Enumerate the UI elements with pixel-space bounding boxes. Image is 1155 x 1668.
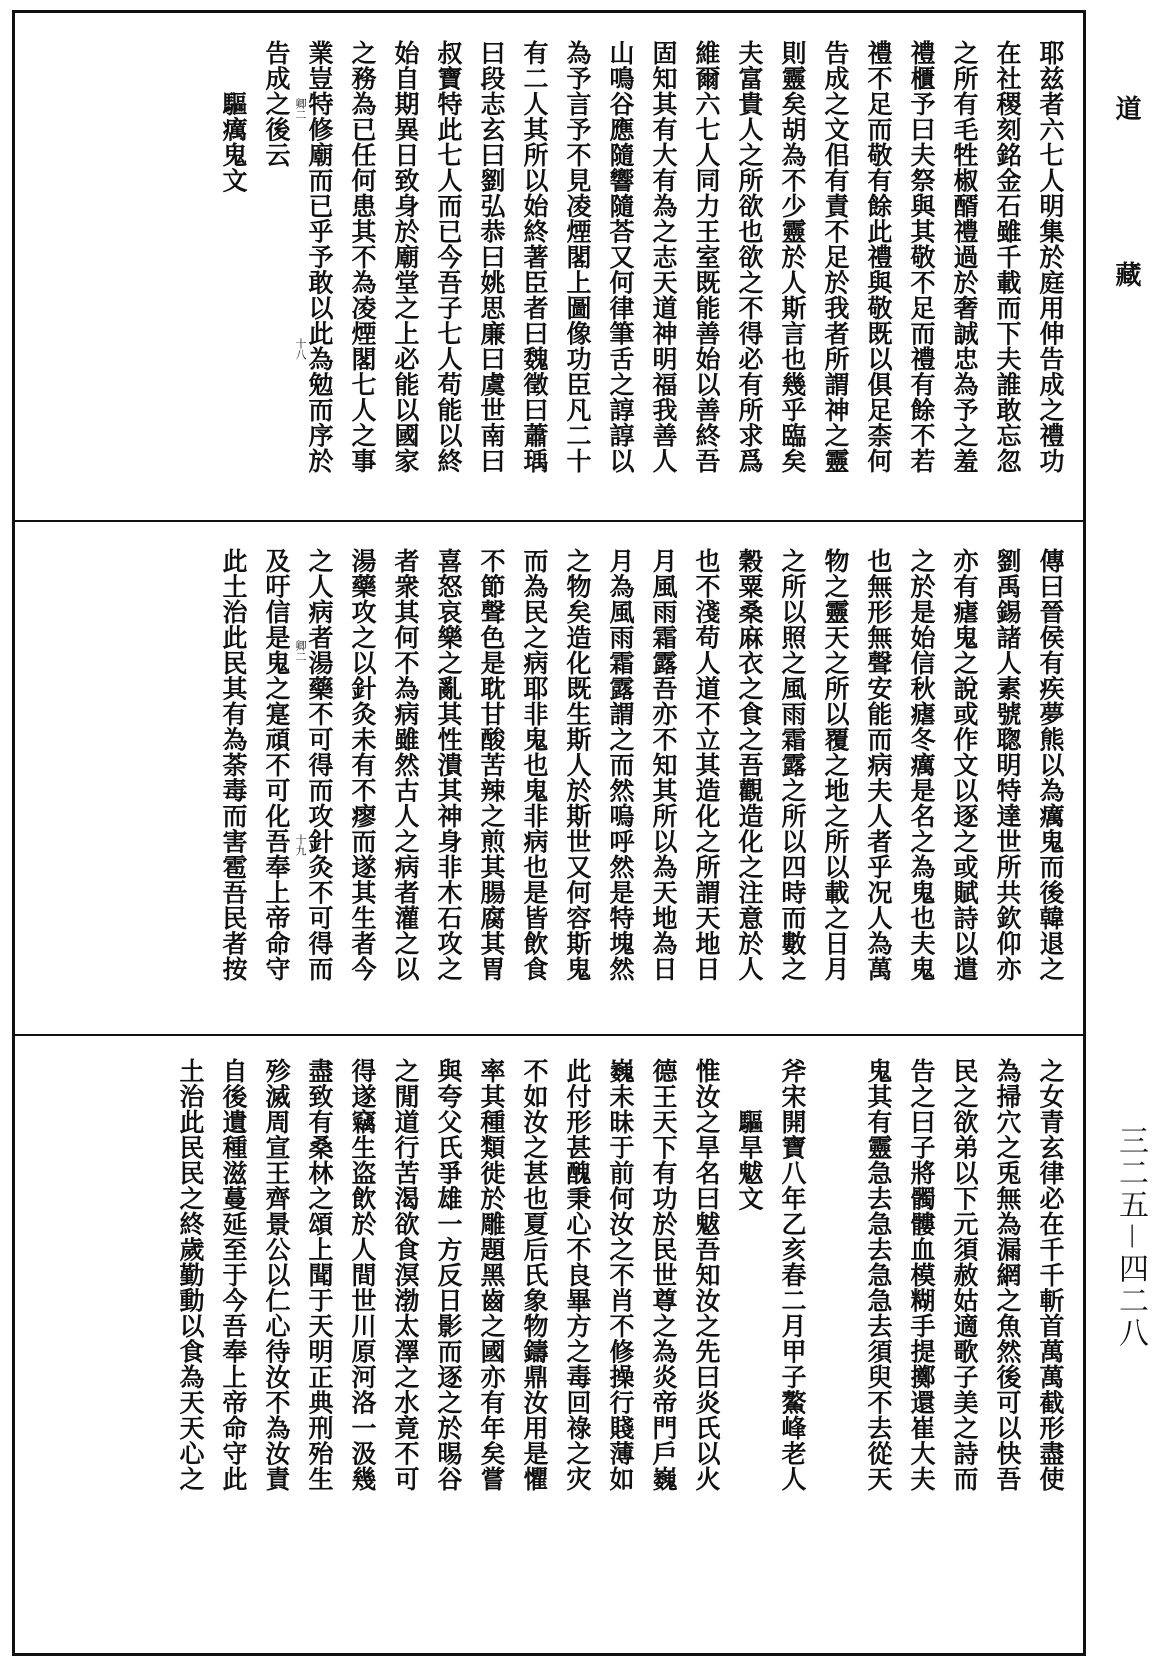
text-column: 始自期異日致身於廟堂之上必能以國家	[391, 40, 420, 474]
middle-register	[30, 548, 1070, 1024]
text-column: 者衆其何不為病雖然古人之病者灌之以	[391, 548, 420, 982]
register-divider-1	[12, 520, 1086, 522]
text-column: 告成之文佀有責不足於我者所謂神之靈	[821, 40, 850, 474]
leaf-mark: 卿二	[294, 98, 307, 120]
text-column: 亦有瘧鬼之說或作文以逐之或賦詩以遣	[950, 548, 979, 982]
register-divider-2	[12, 1034, 1086, 1036]
text-column: 此付形甚醜秉心不良畢方之毒回祿之灾	[563, 1058, 592, 1492]
text-column: 傳曰晉侯有疾夢熊以為癘鬼而後韓退之	[1036, 548, 1065, 982]
text-column: 不如汝之甚也夏后氏象物鑄鼎汝用是懼	[520, 1058, 549, 1492]
text-column: 山鳴谷應隨響隨荅又何律筆舌之諄諄以	[606, 40, 635, 474]
text-column: 禮不足而敬有餘此禮與敬既以俱足柰何	[864, 40, 893, 474]
text-column: 為予言予不見凌煙閣上圖像功臣凡二十	[563, 40, 592, 474]
text-column: 之物矣造化既生斯人於斯世又何容斯鬼	[563, 548, 592, 982]
text-column: 夫富貴人之所欲也欲之不得必有所求爲	[735, 40, 764, 474]
text-column: 巍未昧于前何汝之不肖不修操行賤薄如	[606, 1058, 635, 1492]
text-column: 月為風雨霜露謂之而然嗚呼然是特塊然	[606, 548, 635, 982]
text-column: 之閒道行苦渴欲食溟渤太澤之水竟不可	[391, 1058, 420, 1492]
text-column: 叔寶特此七人而已今吾子七人苟能以終	[434, 40, 463, 474]
text-column: 而為民之病耶非鬼也鬼非病也是皆飲食	[520, 548, 549, 982]
text-column: 盡致有桑林之頌上聞于天明正典刑殆生	[305, 1058, 334, 1492]
collection-title: 道藏	[1111, 95, 1141, 427]
leaf-mark: 十九	[294, 834, 307, 856]
text-column: 之所以照之風雨霜露之所以四時而數之	[778, 548, 807, 982]
text-column: 德王天下有功於民世尊之為炎帝門戶巍	[649, 1058, 678, 1492]
text-column: 劉禹錫諸人素號聦明特達世所共欽仰亦	[993, 548, 1022, 982]
text-column: 之女青玄律必在千千斬首萬萬截形盡使	[1036, 1058, 1065, 1492]
text-column: 業豈特修廟而已乎予敢以此為勉而序於	[305, 40, 334, 474]
text-column: 耶兹者六七人明集於庭用伸告成之禮功	[1036, 40, 1065, 474]
text-column: 得遂竊生盗飲於人間世川原河洛一汲幾	[348, 1058, 377, 1492]
text-column	[815, 1058, 855, 1640]
text-column: 曰段志玄曰劉弘恭曰姚思廉曰虞世南曰	[477, 40, 506, 474]
text-column: 殄滅周宣王齊景公以仁心待汝不為汝責	[262, 1058, 291, 1492]
leaf-mark: 十八	[294, 338, 307, 360]
page-number: 三二五－四二八	[1113, 1125, 1148, 1349]
text-column: 民之欲弟以下元須赦姑適歌子美之詩而	[950, 1058, 979, 1492]
text-column: 月風雨霜露吾亦不知其所以為天地為日	[649, 548, 678, 982]
text-column: 湯藥攻之以針灸未有不瘳而遂其生者今	[348, 548, 377, 982]
text-column: 喜怒哀樂之亂其性潰其神身非木石攻之	[434, 548, 463, 982]
text-column: 率其種類徙於雕題黑齒之國亦有年矣嘗	[477, 1058, 506, 1492]
upper-register	[30, 40, 1070, 510]
text-column: 之人病者湯藥不可得而攻針灸不可得而	[305, 548, 334, 982]
text-column: 告之曰子將髑髏血模糊手提擲還崔大夫	[907, 1058, 936, 1492]
text-column: 禮櫃予曰夫祭與其敬不足而禮有餘不若	[907, 40, 936, 474]
text-column: 有二人其所以始終著臣者曰魏徵曰蕭瑀	[520, 40, 549, 474]
text-column: 物之靈天之所以覆之地之所以載之日月	[821, 548, 850, 982]
text-column: 維爾六七人同力王室既能善始以善終吾	[692, 40, 721, 474]
text-column: 與夸父氏爭雄一方反日影而逐之於晹谷	[434, 1058, 463, 1492]
text-column: 之務為已任何患其不為凌煙閣七人之事	[348, 40, 377, 474]
text-column: 不節聲色是耽甘酸苦辣之煎其腸腐其胃	[477, 548, 506, 982]
text-column: 驅癘鬼文	[219, 40, 248, 193]
text-column: 驅旱魃文	[735, 1058, 764, 1211]
text-column: 之於是始信秋瘧冬癘是名之為鬼也夫鬼	[907, 548, 936, 982]
text-column: 斧宋開寶八年乙亥春二月甲子鰲峰老人	[778, 1058, 807, 1492]
text-column: 也無形無聲安能而病夫人者乎况人為萬	[864, 548, 893, 982]
text-column: 在社稷刻銘金石雖千載而下夫誰敢忘忽	[993, 40, 1022, 474]
lower-register	[30, 1058, 1070, 1640]
text-column: 惟汝之旱名曰魃吾知汝之先曰炎氏以火	[692, 1058, 721, 1492]
text-column: 及吁信是鬼之寔頑不可化吾奉上帝命守	[262, 548, 291, 982]
text-column: 自後遺種滋蔓延至于今吾奉上帝命守此	[219, 1058, 248, 1492]
text-column: 此土治此民其有為荼毒而害雹吾民者按	[219, 548, 248, 982]
text-column: 為掃穴之兎無為漏網之魚然後可以快吾	[993, 1058, 1022, 1492]
text-column: 也不淺苟人道不立其造化之所謂天地日	[692, 548, 721, 982]
text-column: 之所有毛牲椒醑禮過於奢誠忠為予之羞	[950, 40, 979, 474]
leaf-mark: 卿二	[294, 640, 307, 662]
text-column: 鬼其有靈急去急去急急去須臾不去從天	[864, 1058, 893, 1492]
text-column: 穀粟桑麻衣之食之吾觀造化之注意於人	[735, 548, 764, 982]
text-column: 告成之後云	[262, 40, 291, 168]
text-column: 固知其有大有為之志天道神明福我善人	[649, 40, 678, 474]
text-column: 則靈矣胡為不少靈於人斯言也幾乎臨矣	[778, 40, 807, 474]
text-column: 土治此民民之終歲勤動以食為天天心之	[176, 1058, 205, 1492]
